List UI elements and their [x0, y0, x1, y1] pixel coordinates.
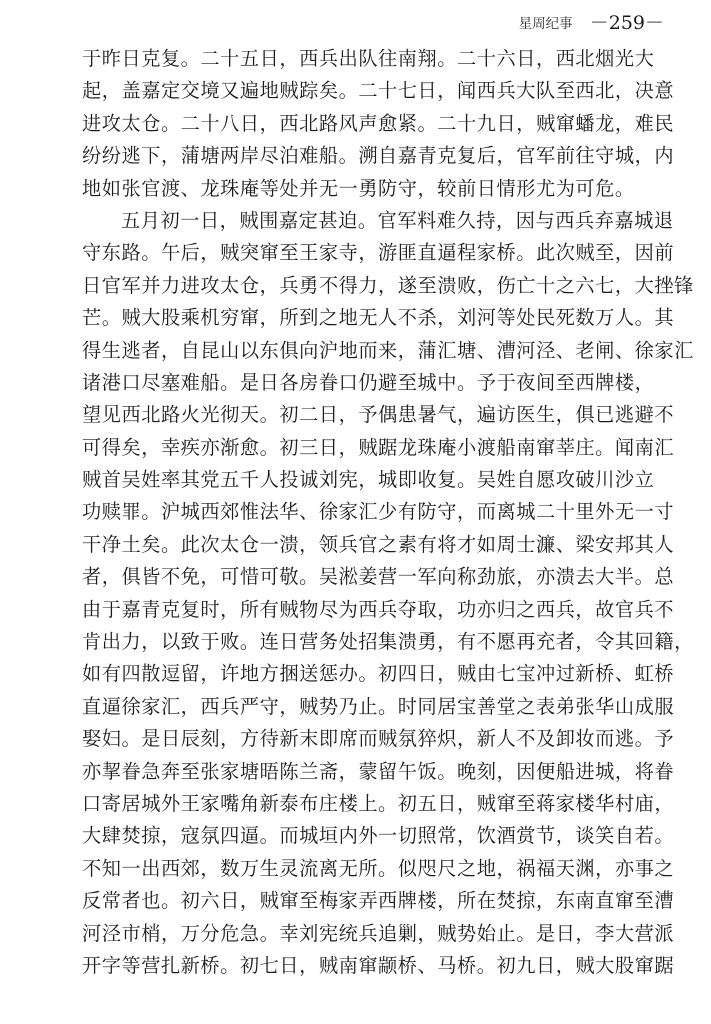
- text-line: 由于嘉青克复时，所有贼物尽为西兵夺取，功亦归之西兵，故官兵不: [82, 597, 675, 621]
- running-title: 星周纪事: [518, 15, 573, 32]
- text-line: 娶妇。是日辰刻，方待新末即席而贼氛猝炽，新人不及卸妆而逃。予: [82, 727, 675, 751]
- text-line: 贼首吴姓率其党五千人投诚刘宪，城即收复。吴姓自愿攻破川沙立: [82, 468, 655, 492]
- text-line: 五月初一日，贼围嘉定甚迫。官军料难久持，因与西兵弃嘉城退: [121, 208, 674, 232]
- text-line: 开字等营扎新桥。初七日，贼南窜颛桥、马桥。初九日，贼大股窜踞: [82, 953, 675, 977]
- text-line: 干净土矣。此次太仓一溃，领兵官之素有将才如周士濂、梁安邦其人: [82, 532, 675, 556]
- text-line: 芒。贼大股乘机穷窜，所到之地无人不杀，刘河等处民死数万人。其: [82, 306, 675, 330]
- text-line: 口寄居城外王家嘴角新泰布庄楼上。初五日，贼窜至蒋家楼华村庙，: [82, 791, 675, 815]
- text-line: 可得矣，幸疾亦渐愈。初三日，贼踞龙珠庵小渡船南窜莘庄。闻南汇: [82, 435, 675, 459]
- text-line: 直逼徐家汇，西兵严守，贼势乃止。时同居宝善堂之表弟张华山成服: [82, 694, 675, 718]
- text-line: 大肆焚掠，寇氛四逼。而城垣内外一切照常，饮酒赏节，谈笑自若。: [82, 824, 675, 848]
- text-line: 诸港口尽塞难船。是日各房眷口仍避至城中。予于夜间至西牌楼，: [82, 370, 655, 394]
- text-line: 日官军并力进攻太仓，兵勇不得力，遂至溃败，伤亡十之六七，大挫锋: [82, 273, 694, 297]
- text-line: 望见西北路火光彻天。初二日，予偶患暑气，遍访医生，俱已逃避不: [82, 403, 675, 427]
- text-line: 功赎罪。沪城西郊惟法华、徐家汇少有防守，而离城二十里外无一寸: [82, 500, 675, 524]
- page-header: [0, 8, 664, 35]
- text-line: 者，俱皆不免，可惜可敬。吴淞姜营一军向称劲旅，亦溃去大半。总: [82, 565, 675, 589]
- text-line: 进攻太仓。二十八日，西北路风声愈紧。二十九日，贼窜蟠龙，难民: [82, 111, 675, 135]
- page-number: －259－: [589, 12, 664, 34]
- text-line: 纷纷逃下，蒲塘两岸尽泊难船。溯自嘉青克复后，官军前往守城，内: [82, 144, 675, 168]
- text-line: 起，盖嘉定交境又遍地贼踪矣。二十七日，闻西兵大队至西北，决意: [82, 79, 675, 103]
- text-line: 肯出力，以致于败。连日营务处招集溃勇，有不愿再充者，令其回籍，: [82, 630, 694, 654]
- text-line: 得生逃者，自昆山以东俱向沪地而来，蒲汇塘、漕河泾、老闸、徐家汇: [82, 338, 694, 362]
- text-line: 反常者也。初六日，贼窜至梅家弄西牌楼，所在焚掠，东南直窜至漕: [82, 889, 675, 913]
- text-line: 于昨日克复。二十五日，西兵出队往南翔。二十六日，西北烟光大: [82, 47, 655, 70]
- text-line: 亦挈眷急奔至张家塘晤陈兰斋，蒙留午饭。晚刻，因便船进城，将眷: [82, 759, 675, 783]
- text-line: 守东路。午后，贼突窜至王家寺，游匪直逼程家桥。此次贼至，因前: [82, 241, 675, 265]
- text-line: 如有四散逗留，许地方捆送惩办。初四日，贼由七宝冲过新桥、虹桥: [82, 662, 675, 686]
- text-line: 地如张官渡、龙珠庵等处并无一勇防守，较前日情形尤为可危。: [82, 176, 635, 200]
- text-line: 河泾市梢，万分危急。幸刘宪统兵追剿，贼势始止。是日，李大营派: [82, 921, 675, 945]
- text-line: 不知一出西郊，数万生灵流离无所。似咫尺之地，祸福天渊，亦事之: [82, 856, 675, 880]
- body-text: [82, 43, 694, 982]
